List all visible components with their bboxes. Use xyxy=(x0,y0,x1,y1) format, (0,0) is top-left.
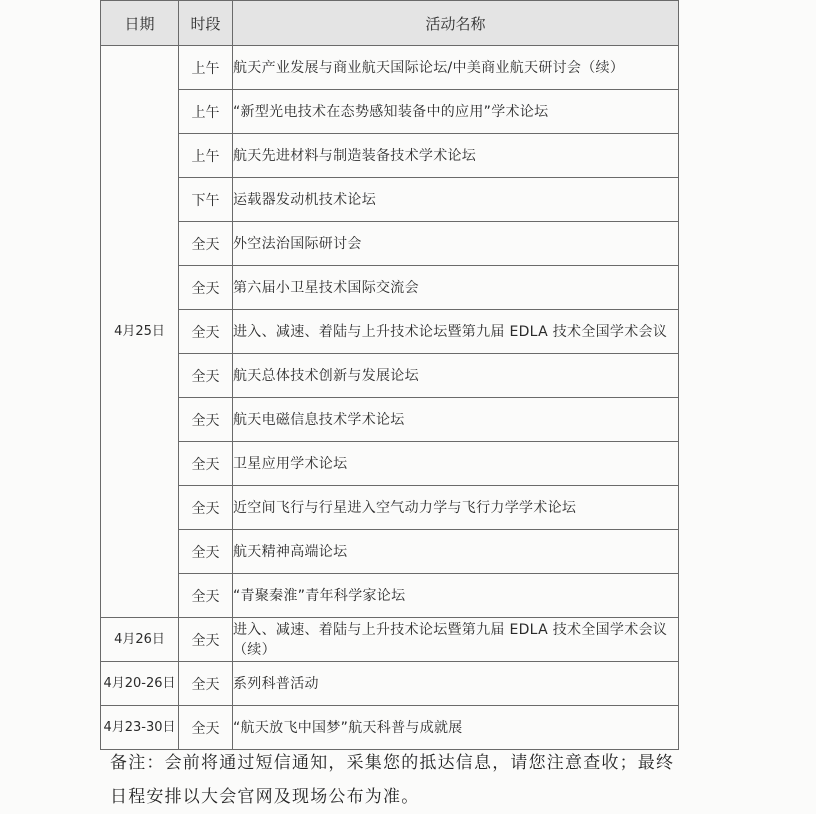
header-date: 日期 xyxy=(101,1,179,46)
activity-name: 第六届小卫星技术国际交流会 xyxy=(233,266,679,310)
table-row xyxy=(101,266,679,310)
activity-name: 近空间飞行与行星进入空气动力学与飞行力学学术论坛 xyxy=(233,486,679,530)
schedule-table xyxy=(100,0,679,750)
period-cell: 上午 xyxy=(179,90,233,134)
period-cell: 全天 xyxy=(179,266,233,310)
table-row xyxy=(101,354,679,398)
header-row xyxy=(101,1,679,46)
activity-name: 航天精神高端论坛 xyxy=(233,530,679,574)
period-cell: 上午 xyxy=(179,134,233,178)
table-row xyxy=(101,442,679,486)
table-row xyxy=(101,178,679,222)
date-cell: 4月23-30日 xyxy=(101,706,179,750)
table-row xyxy=(101,134,679,178)
table-row xyxy=(101,486,679,530)
activity-name: “新型光电技术在态势感知装备中的应用”学术论坛 xyxy=(233,90,679,134)
period-cell: 全天 xyxy=(179,530,233,574)
table-row xyxy=(101,398,679,442)
footnote: 备注：会前将通过短信通知，采集您的抵达信息，请您注意查收；最终日程安排以大会官网及现场公布为准。 xyxy=(110,753,675,807)
activity-name: 航天总体技术创新与发展论坛 xyxy=(233,354,679,398)
table-row xyxy=(101,530,679,574)
header-name: 活动名称 xyxy=(233,1,679,46)
period-cell: 全天 xyxy=(179,398,233,442)
table-row xyxy=(101,662,679,706)
period-cell: 全天 xyxy=(179,486,233,530)
period-cell: 全天 xyxy=(179,222,233,266)
period-cell: 全天 xyxy=(179,442,233,486)
period-cell: 下午 xyxy=(179,178,233,222)
activity-name: 运载器发动机技术论坛 xyxy=(233,178,679,222)
activity-name: 进入、减速、着陆与上升技术论坛暨第九届 EDLA 技术全国学术会议（续） xyxy=(233,618,679,662)
schedule-sheet xyxy=(100,0,678,750)
table-row xyxy=(101,310,679,354)
activity-name: 进入、减速、着陆与上升技术论坛暨第九届 EDLA 技术全国学术会议 xyxy=(233,310,679,354)
activity-name: “航天放飞中国梦”航天科普与成就展 xyxy=(233,706,679,750)
period-cell: 全天 xyxy=(179,354,233,398)
activity-name: 航天先进材料与制造装备技术学术论坛 xyxy=(233,134,679,178)
period-cell: 全天 xyxy=(179,310,233,354)
period-cell: 全天 xyxy=(179,706,233,750)
period-cell: 全天 xyxy=(179,662,233,706)
period-cell: 全天 xyxy=(179,618,233,662)
table-row xyxy=(101,618,679,662)
table-row xyxy=(101,706,679,750)
table-row xyxy=(101,46,679,90)
table-row xyxy=(101,222,679,266)
activity-name: 航天电磁信息技术学术论坛 xyxy=(233,398,679,442)
period-cell: 全天 xyxy=(179,574,233,618)
table-row xyxy=(101,574,679,618)
activity-name: “青聚秦淮”青年科学家论坛 xyxy=(233,574,679,618)
table-row xyxy=(101,90,679,134)
activity-name: 卫星应用学术论坛 xyxy=(233,442,679,486)
activity-name: 外空法治国际研讨会 xyxy=(233,222,679,266)
date-cell: 4月26日 xyxy=(101,618,179,662)
activity-name: 系列科普活动 xyxy=(233,662,679,706)
period-cell: 上午 xyxy=(179,46,233,90)
header-period: 时段 xyxy=(179,1,233,46)
date-cell: 4月20-26日 xyxy=(101,662,179,706)
activity-name: 航天产业发展与商业航天国际论坛/中美商业航天研讨会（续） xyxy=(233,46,679,90)
date-cell: 4月25日 xyxy=(101,46,179,618)
